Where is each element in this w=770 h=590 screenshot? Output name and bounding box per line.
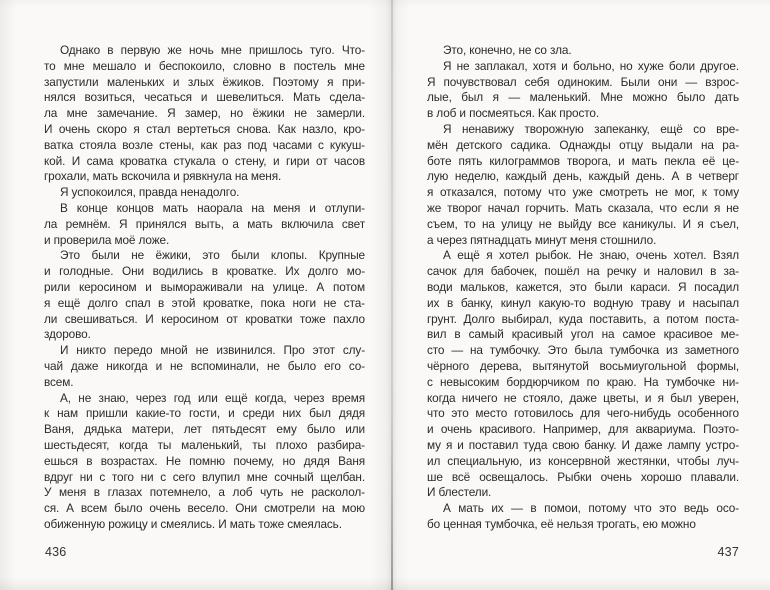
text-line: и голодные. Они водились в кроватке. Их долго мо- <box>44 264 365 279</box>
paragraph <box>44 43 365 185</box>
text-line: же творог начал горчить. Мать сказала, что если я не <box>427 200 739 215</box>
paragraph <box>427 122 739 248</box>
text-line: обиженную рожицу и смеялись. И мать тоже смеялась. <box>44 516 342 531</box>
paragraph <box>427 59 739 122</box>
text-line: здорово. <box>44 327 91 342</box>
paragraph <box>427 248 739 501</box>
text-line: У меня в глазах потемнело, а лоб чуть не расколол- <box>44 485 365 500</box>
text-line: съем, то на улицу не выйду все каникулы. И я съел, <box>427 216 739 231</box>
text-line: ше всё освещалось. Рыбки очень хорошо плавали. <box>427 469 739 484</box>
text-line: грунт. Долго выбирал, куда поставить, а потом поста- <box>427 311 739 326</box>
paragraph <box>44 201 365 248</box>
text-line: Однако в первую же ночь мне пришлось туго. Что- <box>60 43 365 57</box>
gutter-line <box>391 0 393 590</box>
text-line: их в банку, кинул какую-то водную траву и насыпал <box>427 295 739 310</box>
text-line: и проверила моё ложе. <box>44 232 170 247</box>
text-line: А, не знаю, через год или ещё когда, через время <box>60 390 365 405</box>
paragraph <box>44 391 365 533</box>
paragraph <box>427 43 739 59</box>
text-line: ся. А всем было очень весело. Они смотрели на мою <box>44 501 365 516</box>
paragraph <box>44 343 365 390</box>
text-line: И очень скоро я стал вертеться снова. Как назло, кро- <box>44 121 365 136</box>
text-line: вдруг ни с того ни с сего влупил мне сочный щелбан. <box>44 469 365 484</box>
right-page-number: 437 <box>717 545 739 559</box>
text-line: сачок для бабочек, пошёл на речку и наловил в за- <box>427 264 739 279</box>
text-line: шестьдесят, когда ты маленький, ты плохо разбира- <box>44 437 365 452</box>
text-line: ла мне замечание. Я замер, но ёжики не замерли. <box>44 106 365 121</box>
text-line: води мальков, кажется, это были караси. Я посадил <box>427 279 739 294</box>
text-line: чай даже никогда и не вспоминали, не было его со- <box>44 358 365 373</box>
text-line: Я почувствовал себя одиноким. Были они — взрос- <box>427 74 739 89</box>
paragraph <box>44 248 365 343</box>
text-line: что это место готовилось для чего-нибудь особенного <box>427 406 739 421</box>
text-line: всем. <box>44 374 74 389</box>
text-line: ил специальную, из консервной жестянки, чтобы луч- <box>427 453 739 468</box>
text-line: А ещё я хотел рыбок. Не знаю, очень хотел. Взял <box>443 248 739 263</box>
text-line: запустили маленьких и злых ёжиков. Поэтому я при- <box>44 74 365 89</box>
text-line: Я не заплакал, хотя и больно, но хуже боли другое. <box>443 58 739 73</box>
text-line: кой. И сама кроватка стукала о стену, и гири от часов <box>44 153 365 168</box>
text-line: Это были не ёжики, это были клопы. Крупные <box>60 248 365 263</box>
text-line: И никто передо мной не извинился. Про этот слу- <box>60 343 365 358</box>
text-line: а через пятнадцать минут меня стошнило. <box>427 232 657 247</box>
text-line: вил в самый красивый угол на самое красивое ме- <box>427 327 739 342</box>
text-line: то мне мешало и беспокоило, словно в постель мне <box>44 58 365 73</box>
text-line: А мать их — в помои, потому что это ведь осо- <box>443 501 739 516</box>
text-line: лую неделю, каждый день, каждый день. А в четверг <box>427 169 739 184</box>
text-line: Ваня, дядька матери, лет пятьдесят ему было или <box>44 422 365 437</box>
right-page-text <box>427 43 739 533</box>
paragraph <box>44 185 365 201</box>
scan-edge-bottom <box>0 578 770 590</box>
text-line: В конце концов мать наорала на меня и отлупи- <box>60 200 365 215</box>
text-line: мён детского садика. Однажды отцу выдали на ра- <box>427 137 739 152</box>
text-line: ешься в возрастах. Не помню почему, но дядя Ваня <box>44 453 365 468</box>
text-line: я отказался, потому что уже смотреть не мог, к тому <box>427 185 739 200</box>
text-line: И блестели. <box>427 485 492 500</box>
text-line: и очень красивого. Например, для аквариума. Поэто- <box>427 422 739 437</box>
scan-edge-left <box>0 0 16 590</box>
text-line: когда ничего не стояло, даже цветы, и я был уверен, <box>427 390 739 405</box>
text-line: чёрного дерева, вытянутой восьмиугольной формы, <box>427 358 739 373</box>
scan-edge-top <box>0 0 770 8</box>
text-line: я ещё долго спал в этой кроватке, пока ноги не ста- <box>44 295 365 310</box>
text-line: Я успокоился, правда ненадолго. <box>60 185 240 200</box>
text-line: ла ремнём. Я принялся выть, а мать включила свет <box>44 216 365 231</box>
text-line: лые, был я — маленький. Мне можно было дать <box>427 90 739 105</box>
text-line: рили керосином и вымораживали на улице. А потом <box>44 279 365 294</box>
left-page-text <box>44 43 365 533</box>
text-line: Я ненавижу творожную запеканку, ещё со вре- <box>443 121 739 136</box>
text-line: сто — на тумбочку. Это была тумбочка из заметного <box>427 343 739 358</box>
text-line: Это, конечно, не со зла. <box>443 43 572 57</box>
text-line: ватка стояла возле стены, как раз под часами с кукуш- <box>44 137 365 152</box>
text-line: в лоб и посмеяться. Как просто. <box>427 106 599 121</box>
text-line: нялся возиться, чесаться и шевелиться. Мать сдела- <box>44 90 365 105</box>
gutter-shadow <box>370 0 410 590</box>
text-line: му я и поставил туда свою банку. И даже лампу устро- <box>427 437 739 452</box>
text-line: ли свешиваться. И керосином от кроватки тоже пахло <box>44 311 365 326</box>
text-line: грохали, мать вскочила и рявкнула на меня. <box>44 169 282 184</box>
text-line: к нам пришли какие-то гости, и среди них был дядя <box>44 406 365 421</box>
text-line: с невысоким бордюрчиком по краю. На тумбочке ни- <box>427 374 739 389</box>
text-line: бо ценная тумбочка, её нельзя трогать, ею можно <box>427 516 696 531</box>
left-page-number: 436 <box>45 545 67 559</box>
text-line: боте пять килограммов творога, и мать пекла её це- <box>427 153 739 168</box>
paragraph <box>427 501 739 533</box>
